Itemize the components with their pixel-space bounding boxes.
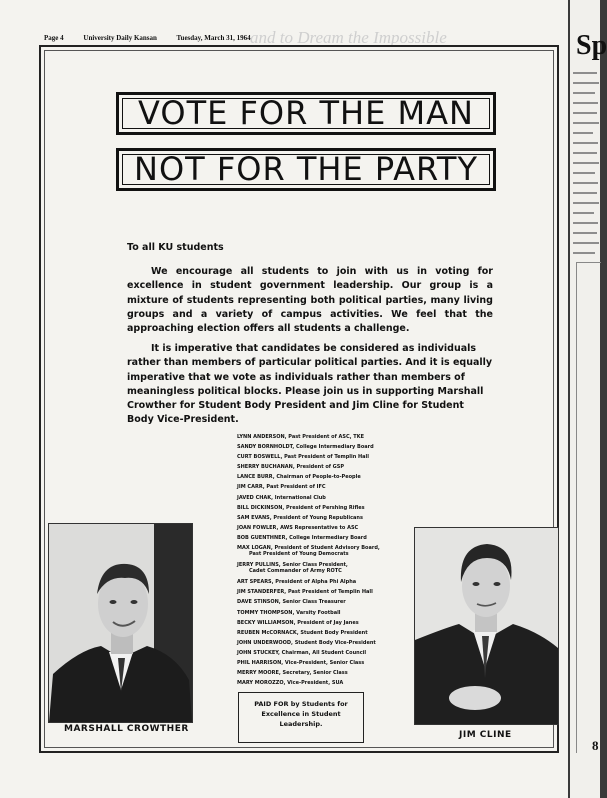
paid-for-notice xyxy=(238,692,364,743)
signer: PHIL HARRISON, Vice-President, Senior Class xyxy=(237,659,365,666)
letter-paragraph-2: It is imperative that candidates be considered as individuals rather than members of particular political parties. And it is equally imperative that we vote as individuals rather than members of meaningless political blocks. Please join us in supporting Marshall Crowther for Student Body President and Jim Cline for Student Body Vice-President. xyxy=(127,343,493,426)
paper-name: University Daily Kansan xyxy=(83,34,157,42)
signer: CURT BOSWELL, Past President of Templin Hall xyxy=(237,454,369,461)
signer: BOB GUENTHNER, College Intermediary Board xyxy=(237,534,367,541)
signer: LYNN ANDERSON, Past President of ASC, TKE xyxy=(237,434,364,440)
candidate-photo-right xyxy=(414,527,559,725)
signer: SHERRY BUCHANAN, President of GSP xyxy=(237,464,345,471)
signer: JOHN UNDERWOOD, Student Body Vice-President xyxy=(237,639,376,646)
adjacent-text-line xyxy=(573,72,597,74)
salutation: To all KU students xyxy=(127,242,224,253)
adjacent-text-line xyxy=(573,122,599,124)
adjacent-text-line xyxy=(573,252,595,254)
signer: REUBEN McCORNACK, Student Body President xyxy=(237,629,368,636)
page-header xyxy=(44,34,269,42)
adjacent-text-line xyxy=(573,152,597,154)
signer: JERRY PULLINS, Senior Class President, xyxy=(237,562,348,569)
candidate-name-left: MARSHALL CROWTHER xyxy=(64,724,189,734)
candidate-name-right: JIM CLINE xyxy=(459,730,512,740)
banner-not-for-the-party: NOT FOR THE PARTY xyxy=(116,148,496,191)
portrait-jim-cline xyxy=(415,528,558,724)
bleed-through-text: and to Dream the Impossible xyxy=(250,28,447,47)
adjacent-text-line xyxy=(573,232,597,234)
adjacent-text-line xyxy=(573,222,598,224)
adjacent-text-line xyxy=(573,92,595,94)
adjacent-page-edge xyxy=(570,0,607,798)
signer: BILL DICKINSON, President of Pershing Rifles xyxy=(237,504,365,511)
signer: JAVED CHAK, International Club xyxy=(237,494,326,501)
signer: MAX LOGAN, President of Student Advisory Board, xyxy=(237,545,380,552)
paid-for-line: PAID FOR by Students for xyxy=(254,700,348,708)
signer-detail: Cadet Commander of Army ROTC xyxy=(249,568,342,575)
adjacent-text-line xyxy=(573,112,597,114)
letter-paragraph-1: We encourage all students to join with us in voting for excellence in student government leadership. Our group is a mixture of students representing both political parties, many living groups and a variety of campus activities. We feel that the approaching election offers all students a challenge. xyxy=(127,266,493,335)
adjacent-text-line xyxy=(573,82,599,84)
paid-for-line: Excellence in Student xyxy=(261,710,341,718)
adjacent-text-line xyxy=(573,172,595,174)
signer: LANCE BURR, Chairman of People-to-People xyxy=(237,474,361,481)
adjacent-text-line xyxy=(573,192,597,194)
signer: ART SPEARS, President of Alpha Phi Alpha xyxy=(237,579,357,586)
adjacent-text-line xyxy=(573,142,598,144)
adjacent-page-number: 8 xyxy=(592,738,599,753)
signer: DAVE STINSON, Senior Class Treasurer xyxy=(237,599,346,606)
signer-detail: Past President of Young Democrats xyxy=(249,551,349,558)
signer: JIM CARR, Past President of IFC xyxy=(237,484,326,491)
signer: MERRY MOORE, Secretary, Senior Class xyxy=(237,670,348,677)
signer: BECKY WILLIAMSON, President of Jay Janes xyxy=(237,619,359,626)
adjacent-text-line xyxy=(573,182,598,184)
adjacent-text-line xyxy=(573,162,599,164)
signer-list xyxy=(237,432,407,688)
issue-date: Tuesday, March 31, 1964 xyxy=(176,34,251,42)
signer: TOMMY THOMPSON, Varsity Football xyxy=(237,609,341,616)
signer: SANDY BORNHOLDT, College Intermediary Board xyxy=(237,444,374,451)
portrait-marshall-crowther xyxy=(49,524,192,722)
adjacent-text-line xyxy=(573,242,599,244)
signer: SAM EVANS, President of Young Republicans xyxy=(237,514,363,521)
adjacent-text-line xyxy=(573,132,593,134)
signer: MARY MOROZZO, Vice-President, SUA xyxy=(237,680,344,687)
political-advertisement xyxy=(39,45,559,753)
page-number: Page 4 xyxy=(44,34,64,42)
signer: JOHN STUCKEY, Chairman, All Student Council xyxy=(237,649,367,656)
adjacent-text-line xyxy=(573,212,594,214)
banner-vote-for-the-man: VOTE FOR THE MAN xyxy=(116,92,496,135)
adjacent-headline-fragment: Sp xyxy=(576,30,607,61)
paid-for-line: Leadership. xyxy=(279,720,323,728)
signer: JIM STANDERFER, Past President of Templin Hall xyxy=(237,589,373,596)
signer: JOAN FOWLER, AWS Representative to ASC xyxy=(237,524,359,531)
adjacent-text-line xyxy=(573,102,598,104)
candidate-photo-left xyxy=(48,523,193,723)
adjacent-box xyxy=(576,262,601,753)
adjacent-text-line xyxy=(573,202,599,204)
